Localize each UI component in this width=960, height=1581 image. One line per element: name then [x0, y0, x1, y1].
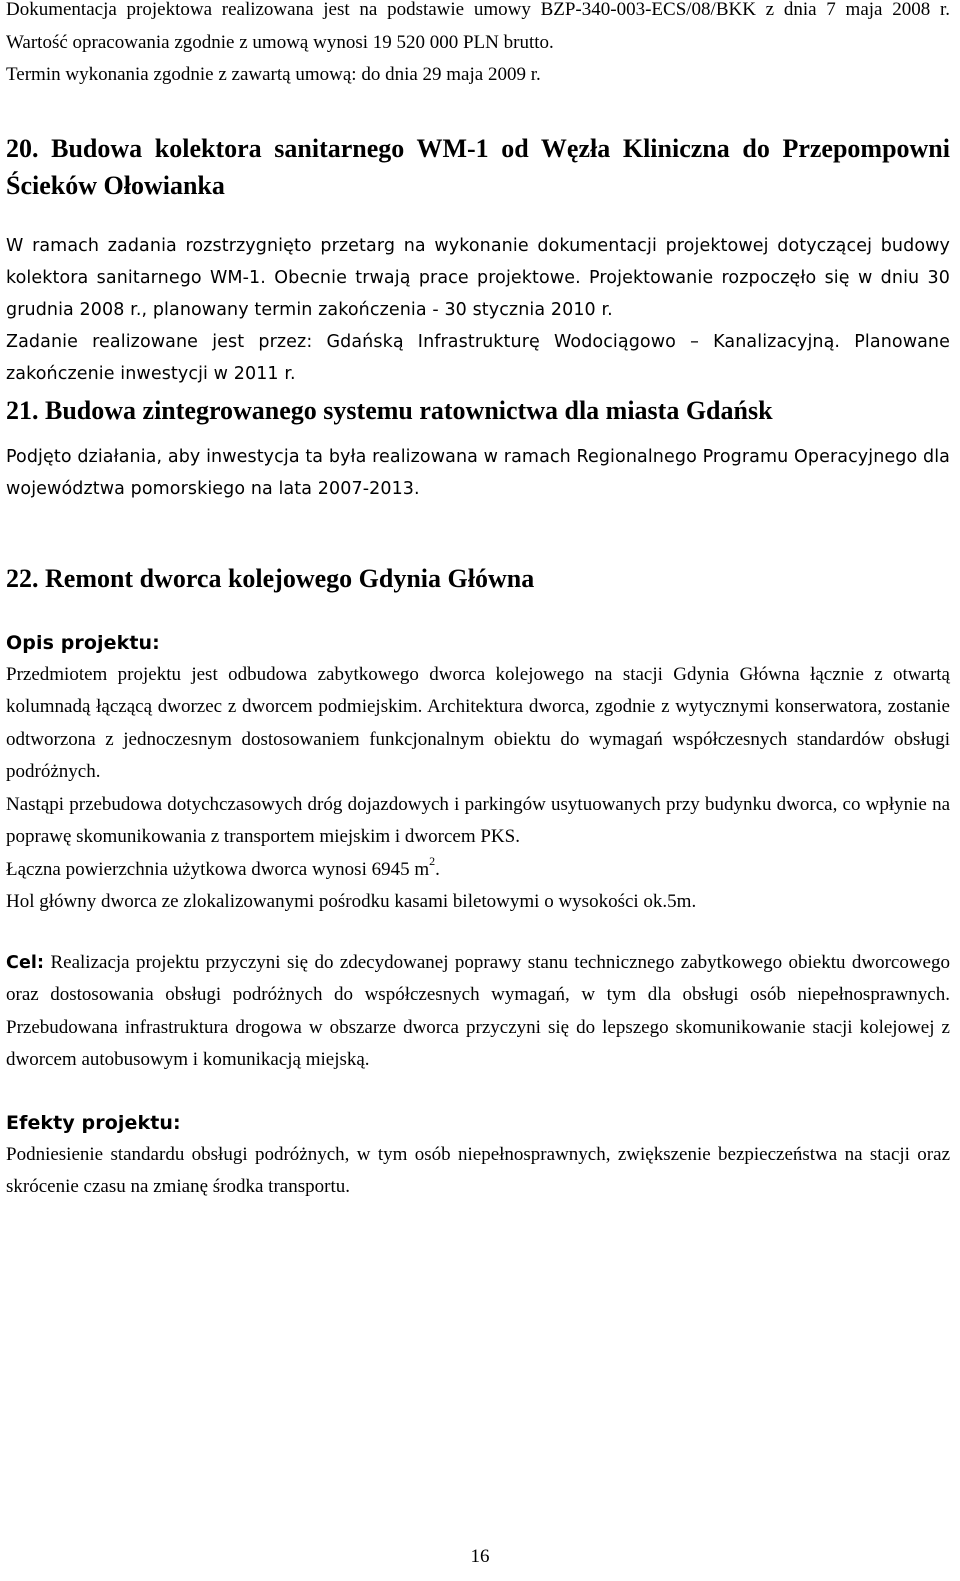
efekty-paragraph: Podniesienie standardu obsługi podróżnych, w tym osób niepełnosprawnych, zwiększenie bezpieczeństwa na stacji oraz skrócenie czasu na zmianę środka transportu.	[6, 1143, 950, 1197]
opis-paragraph-3	[6, 854, 950, 887]
area-text: Łączna powierzchnia użytkowa dworca wynosi 6945 m	[6, 858, 430, 880]
intro-paragraph-1: Dokumentacja projektowa realizowana jest na podstawie umowy BZP-340-003-ECS/08/BKK z dnia 7 maja 2008 r. Wartość opracowania zgodnie z umową wynosi 19 520 000 PLN brutto.	[6, 0, 950, 53]
section-21-heading: 21. Budowa zintegrowanego systemu ratownictwa dla miasta Gdańsk	[6, 395, 773, 425]
section-21-paragraph: Podjęto działania, aby inwestycja ta była realizowana w ramach Regionalnego Programu Operacyjnego dla województwa pomorskiego na lata 2007-2013.	[6, 446, 950, 499]
cel-text: Realizacja projektu przyczyni się do zdecydowanej poprawy stanu technicznego zabytkowego obiektu dworcowego oraz dostosowania obsługi podróżnych do współczesnych wymagań, w tym dla obsługi osób niepełnosprawnych. Przebudowana infrastruktura drogowa w obszarze dworca przyczyni się do lepszego skomunikowanie stacji kolejowej z dworcem autobusowym i komunikacją miejską.	[6, 951, 950, 1070]
opis-label: Opis projektu:	[6, 631, 160, 654]
cel-paragraph	[6, 947, 950, 1077]
section-20-heading: 20. Budowa kolektora sanitarnego WM-1 od Węzła Kliniczna do Przepompowni Ścieków Ołowianka	[6, 133, 950, 200]
opis-paragraph-2: Nastąpi przebudowa dotychczasowych dróg dojazdowych i parkingów usytuowanych przy budynku dworca, co wpłynie na poprawę skomunikowania z transportem miejskim i dworcem PKS.	[6, 793, 950, 847]
document-page	[6, 0, 950, 1204]
opis-paragraph-4: Hol główny dworca ze zlokalizowanymi pośrodku kasami biletowymi o wysokości ok.5m.	[6, 891, 697, 912]
opis-paragraph-1: Przedmiotem projektu jest odbudowa zabytkowego dworca kolejowego na stacji Gdynia Główna łącznie z otwartą kolumnadą łączącą dworzec z dworcem podmiejskim. Architektura dworca, zgodnie z wytycznymi konserwatora, zostanie odtworzona z jednoczesnym dostosowaniem funkcjonalnym obiektu do wymagań współczesnych standardów obsługi podróżnych.	[6, 663, 950, 782]
efekty-label: Efekty projektu:	[6, 1111, 181, 1134]
section-20-paragraph-1: W ramach zadania rozstrzygnięto przetarg na wykonanie dokumentacji projektowej dotyczącej budowy kolektora sanitarnego WM-1. Obecnie trwają prace projektowe. Projektowanie rozpoczęło się w dniu 30 grudnia 2008 r., planowany termin zakończenia - 30 stycznia 2010 r.	[6, 235, 950, 320]
intro-paragraph-2: Termin wykonania zgodnie z zawartą umową: do dnia 29 maja 2009 r.	[6, 64, 541, 85]
section-22-heading: 22. Remont dworca kolejowego Gdynia Główna	[6, 563, 535, 593]
section-20-paragraph-2: Zadanie realizowane jest przez: Gdańską Infrastrukturę Wodociągowo – Kanalizacyjną. Planowane zakończenie inwestycji w 2011 r.	[6, 331, 950, 384]
page-number: 16	[470, 1546, 490, 1567]
cel-label: Cel:	[6, 952, 45, 973]
area-period: .	[435, 858, 440, 880]
area-superscript: 2	[429, 854, 436, 869]
